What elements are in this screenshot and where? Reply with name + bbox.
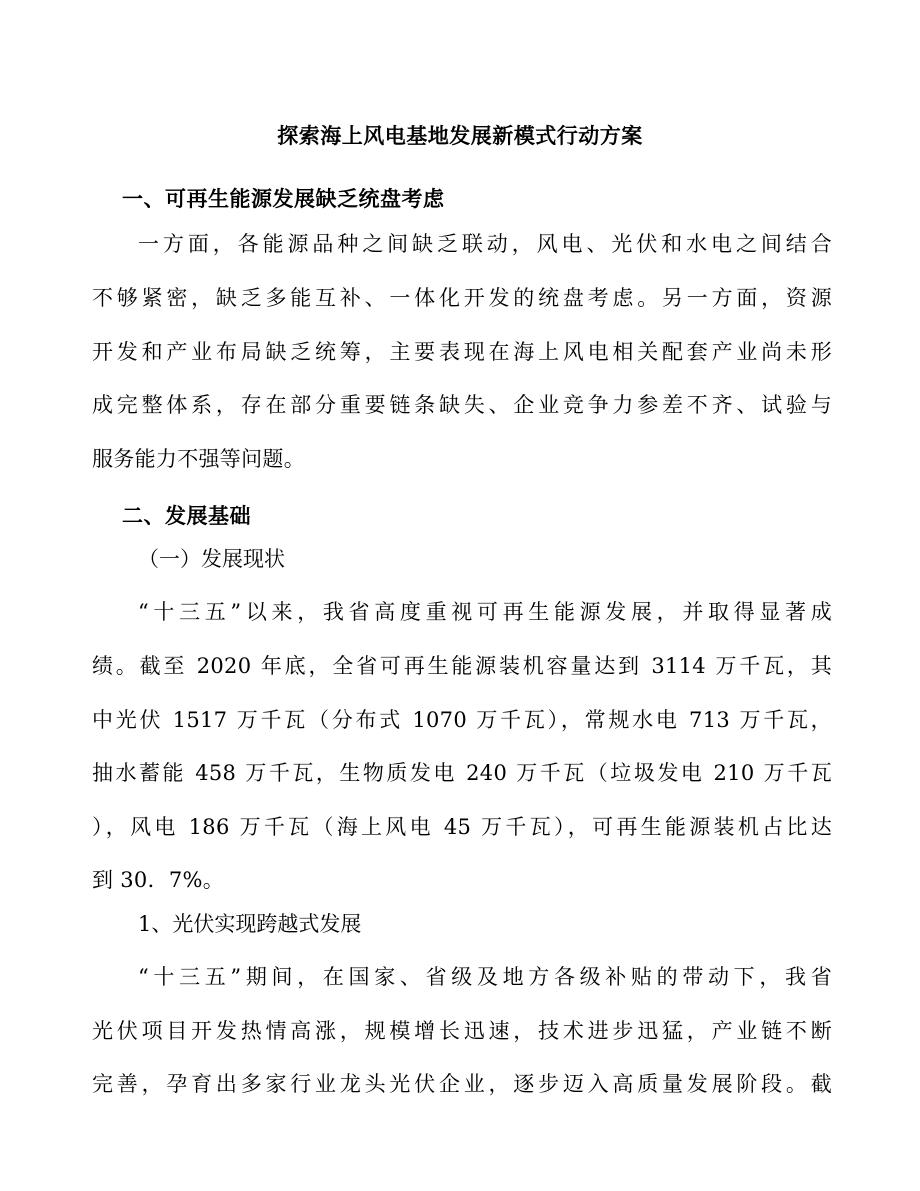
section-1-line: 一方面，各能源品种之间缺乏联动，风电、光伏和水电之间结合: [138, 232, 832, 256]
document-title: 探索海上风电基地发展新模式行动方案: [277, 124, 643, 148]
section-2-line: “十三五”以来，我省高度重视可再生能源发展，并取得显著成: [138, 600, 832, 624]
item-1-heading: 1、光伏实现跨越式发展: [138, 912, 362, 936]
section-1-line: 不够紧密，缺乏多能互补、一体化开发的统盘考虑。另一方面，资源: [92, 286, 832, 310]
section-2-line: 中光伏 1517 万千瓦（分布式 1070 万千瓦），常规水电 713 万千瓦，: [92, 708, 832, 732]
item-1-line: 光伏项目开发热情高涨，规模增长迅速，技术进步迅猛，产业链不断: [92, 1019, 832, 1043]
section-2-heading: 二、发展基础: [122, 504, 251, 528]
section-2-line: 绩。截至 2020 年底，全省可再生能源装机容量达到 3114 万千瓦，其: [92, 654, 832, 678]
section-1-line: 成完整体系，存在部分重要链条缺失、企业竞争力参差不齐、试验与: [92, 393, 832, 417]
item-1-line: 完善，孕育出多家行业龙头光伏企业，逐步迈入高质量发展阶段。截: [92, 1072, 832, 1096]
section-2-sub-heading: （一）发展现状: [138, 547, 285, 571]
section-2-line: ），风电 186 万千瓦（海上风电 45 万千瓦），可再生能源装机占比达: [92, 815, 832, 839]
section-1-line: 开发和产业布局缺乏统筹，主要表现在海上风电相关配套产业尚未形: [92, 340, 832, 364]
section-2-line: 抽水蓄能 458 万千瓦，生物质发电 240 万千瓦（垃圾发电 210 万千瓦: [92, 761, 832, 785]
section-2-line: 到 30．7%。: [92, 868, 225, 892]
item-1-line: “十三五”期间，在国家、省级及地方各级补贴的带动下，我省: [138, 965, 832, 989]
section-1-line: 服务能力不强等问题。: [92, 447, 305, 471]
section-1-heading: 一、可再生能源发展缺乏统盘考虑: [122, 187, 445, 211]
